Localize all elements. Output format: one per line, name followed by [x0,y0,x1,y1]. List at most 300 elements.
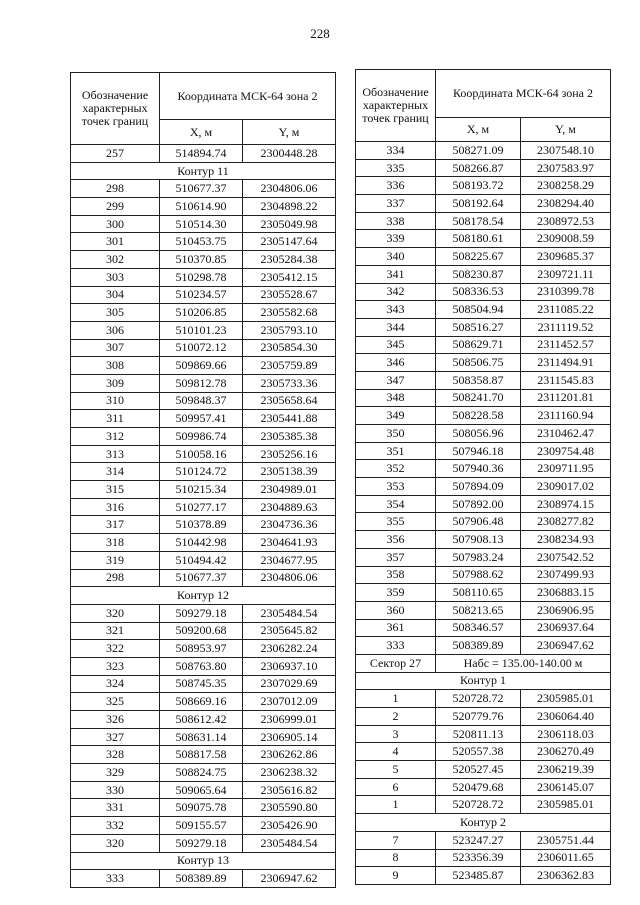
point-cell: 318 [71,534,160,552]
y-cell: 2305147.64 [243,233,336,251]
header-coordinate-label: Координата МСК-64 зона 2 [160,73,336,120]
y-cell: 2306145.07 [521,778,611,796]
table-row [71,463,336,481]
y-cell: 2306362.83 [521,867,611,885]
table-row [71,746,336,764]
y-cell: 2305284.38 [243,251,336,269]
y-cell: 2307542.52 [521,548,611,566]
y-cell: 2300448.28 [243,145,336,163]
y-cell: 2305658.64 [243,392,336,410]
point-cell: 326 [71,711,160,729]
table-row [71,321,336,339]
x-cell: 520557.38 [436,743,521,761]
x-cell: 509957.41 [160,410,243,428]
point-cell: 5 [356,761,436,779]
table-row [356,778,611,796]
point-cell: 298 [71,180,160,198]
y-cell: 2305733.36 [243,374,336,392]
y-cell: 2306270.49 [521,743,611,761]
x-cell: 508180.61 [436,230,521,248]
table-row [71,392,336,410]
y-cell: 2311545.83 [521,371,611,389]
contour-heading: Контур 11 [71,162,336,180]
table-row [356,495,611,513]
point-cell: 315 [71,481,160,499]
y-cell: 2305793.10 [243,321,336,339]
point-cell: 323 [71,657,160,675]
y-cell: 2310399.78 [521,283,611,301]
point-cell: 353 [356,478,436,496]
table-row [356,531,611,549]
x-cell: 510215.34 [160,481,243,499]
header-y-label: Y, м [243,120,336,145]
y-cell: 2308294.40 [521,195,611,213]
y-cell: 2304898.22 [243,198,336,216]
point-cell: 352 [356,460,436,478]
table-row [71,286,336,304]
table-row [71,516,336,534]
x-cell: 508230.87 [436,265,521,283]
coordinates-table-left [70,72,336,888]
point-cell: 321 [71,622,160,640]
table-row [71,498,336,516]
point-cell: 320 [71,834,160,852]
table-row [356,761,611,779]
x-cell: 509065.64 [160,781,243,799]
header-y-label: Y, м [521,118,611,142]
table-row [71,675,336,693]
table-row [71,657,336,675]
table-body-right [356,142,611,885]
y-cell: 2305426.90 [243,817,336,835]
table-row [356,265,611,283]
y-cell: 2309754.48 [521,442,611,460]
y-cell: 2306937.64 [521,619,611,637]
table-row [356,212,611,230]
y-cell: 2304989.01 [243,481,336,499]
x-cell: 508110.65 [436,584,521,602]
x-cell: 520728.72 [436,796,521,814]
contour-heading-row [356,672,611,690]
table-row [356,142,611,160]
point-cell: 301 [71,233,160,251]
y-cell: 2307012.09 [243,693,336,711]
x-cell: 508056.96 [436,425,521,443]
table-row [71,711,336,729]
x-cell: 508213.65 [436,601,521,619]
table-row [71,145,336,163]
x-cell: 510124.72 [160,463,243,481]
y-cell: 2305484.54 [243,834,336,852]
point-cell: 360 [356,601,436,619]
y-cell: 2305138.39 [243,463,336,481]
y-cell: 2305582.68 [243,304,336,322]
y-cell: 2305590.80 [243,799,336,817]
point-cell: 349 [356,407,436,425]
x-cell: 508241.70 [436,389,521,407]
table-row [71,180,336,198]
x-cell: 508225.67 [436,248,521,266]
table-row [71,622,336,640]
y-cell: 2311160.94 [521,407,611,425]
y-cell: 2308258.29 [521,177,611,195]
y-cell: 2305385.38 [243,428,336,446]
y-cell: 2305759.89 [243,357,336,375]
x-cell: 509075.78 [160,799,243,817]
point-cell: 309 [71,374,160,392]
y-cell: 2305484.54 [243,604,336,622]
x-cell: 508389.89 [160,870,243,888]
point-cell: 336 [356,177,436,195]
point-cell: 257 [71,145,160,163]
y-cell: 2306883.15 [521,584,611,602]
table-row [356,566,611,584]
point-cell: 330 [71,781,160,799]
table-row [71,357,336,375]
table-row [71,569,336,587]
table-row [71,781,336,799]
y-cell: 2304806.06 [243,569,336,587]
table-row [356,195,611,213]
point-cell: 351 [356,442,436,460]
point-cell: 333 [356,637,436,655]
y-cell: 2305985.01 [521,690,611,708]
table-row [71,764,336,782]
point-cell: 1 [356,796,436,814]
x-cell: 520779.76 [436,708,521,726]
x-cell: 508763.80 [160,657,243,675]
point-cell: 305 [71,304,160,322]
table-row [356,248,611,266]
x-cell: 509848.37 [160,392,243,410]
x-cell: 509200.68 [160,622,243,640]
x-cell: 510277.17 [160,498,243,516]
point-cell: 333 [71,870,160,888]
table-row [71,215,336,233]
table-row [356,849,611,867]
point-cell: 341 [356,265,436,283]
point-cell: 356 [356,531,436,549]
y-cell: 2309685.37 [521,248,611,266]
table-row [356,725,611,743]
x-cell: 508228.58 [436,407,521,425]
x-cell: 507906.48 [436,513,521,531]
point-cell: 3 [356,725,436,743]
table-row [71,428,336,446]
y-cell: 2304806.06 [243,180,336,198]
x-cell: 507946.18 [436,442,521,460]
point-cell: 324 [71,675,160,693]
table-row [71,198,336,216]
point-cell: 327 [71,728,160,746]
table-row [356,708,611,726]
x-cell: 508346.57 [436,619,521,637]
y-cell: 2311452.57 [521,336,611,354]
y-cell: 2308277.82 [521,513,611,531]
header-coordinate-label: Координата МСК-64 зона 2 [436,70,611,118]
x-cell: 507894.09 [436,478,521,496]
y-cell: 2306937.10 [243,657,336,675]
y-cell: 2305049.98 [243,215,336,233]
x-cell: 510677.37 [160,569,243,587]
point-cell: 313 [71,445,160,463]
x-cell: 523356.39 [436,849,521,867]
point-cell: 4 [356,743,436,761]
y-cell: 2305854.30 [243,339,336,357]
table-row [356,159,611,177]
y-cell: 2307548.10 [521,142,611,160]
x-cell: 508358.87 [436,371,521,389]
x-cell: 508745.35 [160,675,243,693]
point-cell: 338 [356,212,436,230]
x-cell: 520527.45 [436,761,521,779]
x-cell: 508506.75 [436,354,521,372]
sector-label: Сектор 27 [356,654,436,672]
x-cell: 508266.87 [436,159,521,177]
point-cell: 340 [356,248,436,266]
y-cell: 2306999.01 [243,711,336,729]
table-row [356,478,611,496]
point-cell: 357 [356,548,436,566]
table-body-left [71,145,336,888]
y-cell: 2305751.44 [521,831,611,849]
x-cell: 508193.72 [436,177,521,195]
x-cell: 509155.57 [160,817,243,835]
point-cell: 310 [71,392,160,410]
table-row [356,230,611,248]
contour-heading-row [71,587,336,605]
y-cell: 2309008.59 [521,230,611,248]
point-cell: 8 [356,849,436,867]
point-cell: 354 [356,495,436,513]
x-cell: 523485.87 [436,867,521,885]
x-cell: 508817.58 [160,746,243,764]
point-cell: 1 [356,690,436,708]
x-cell: 508629.71 [436,336,521,354]
table-row [71,817,336,835]
x-cell: 508192.64 [436,195,521,213]
point-cell: 314 [71,463,160,481]
point-cell: 304 [71,286,160,304]
x-cell: 510378.89 [160,516,243,534]
table-row [71,693,336,711]
x-cell: 510494.42 [160,551,243,569]
x-cell: 510514.30 [160,215,243,233]
table-row [356,513,611,531]
point-cell: 311 [71,410,160,428]
point-cell: 343 [356,301,436,319]
header-x-label: X, м [436,118,521,142]
y-cell: 2311119.52 [521,318,611,336]
table-row [71,445,336,463]
point-cell: 307 [71,339,160,357]
table-row [71,799,336,817]
header-point-label: Обозначение характерных точек границ [356,70,436,142]
header-point-label: Обозначение характерных точек границ [71,73,160,145]
x-cell: 507988.62 [436,566,521,584]
y-cell: 2306282.24 [243,640,336,658]
point-cell: 303 [71,268,160,286]
table-row [71,870,336,888]
point-cell: 348 [356,389,436,407]
table-row [356,407,611,425]
x-cell: 510072.12 [160,339,243,357]
y-cell: 2311085.22 [521,301,611,319]
x-cell: 510453.75 [160,233,243,251]
x-cell: 507983.24 [436,548,521,566]
point-cell: 320 [71,604,160,622]
y-cell: 2304677.95 [243,551,336,569]
point-cell: 298 [71,569,160,587]
table-row [71,233,336,251]
table-row [71,268,336,286]
point-cell: 361 [356,619,436,637]
table-row [71,251,336,269]
point-cell: 334 [356,142,436,160]
x-cell: 508669.16 [160,693,243,711]
point-cell: 7 [356,831,436,849]
x-cell: 508631.14 [160,728,243,746]
x-cell: 510442.98 [160,534,243,552]
x-cell: 508612.42 [160,711,243,729]
table-row [71,410,336,428]
table-row [356,584,611,602]
point-cell: 355 [356,513,436,531]
y-cell: 2309711.95 [521,460,611,478]
y-cell: 2304736.36 [243,516,336,534]
y-cell: 2306906.95 [521,601,611,619]
y-cell: 2305528.67 [243,286,336,304]
table-row [356,796,611,814]
table-row [356,743,611,761]
x-cell: 507940.36 [436,460,521,478]
x-cell: 520811.13 [436,725,521,743]
point-cell: 322 [71,640,160,658]
y-cell: 2306905.14 [243,728,336,746]
x-cell: 507892.00 [436,495,521,513]
point-cell: 337 [356,195,436,213]
table-row [71,374,336,392]
point-cell: 359 [356,584,436,602]
contour-heading-row [71,852,336,870]
point-cell: 299 [71,198,160,216]
x-cell: 508178.54 [436,212,521,230]
x-cell: 509986.74 [160,428,243,446]
y-cell: 2306947.62 [243,870,336,888]
point-cell: 306 [71,321,160,339]
contour-heading-row [71,162,336,180]
point-cell: 9 [356,867,436,885]
table-row [356,318,611,336]
x-cell: 510058.16 [160,445,243,463]
y-cell: 2305985.01 [521,796,611,814]
table-row [71,534,336,552]
table-row [356,336,611,354]
point-cell: 331 [71,799,160,817]
y-cell: 2307499.93 [521,566,611,584]
sector-row [356,654,611,672]
point-cell: 300 [71,215,160,233]
page-number: 228 [310,26,330,41]
point-cell: 346 [356,354,436,372]
table-row [356,425,611,443]
table-row [71,640,336,658]
y-cell: 2309017.02 [521,478,611,496]
x-cell: 523247.27 [436,831,521,849]
table-row [71,551,336,569]
point-cell: 317 [71,516,160,534]
y-cell: 2307029.69 [243,675,336,693]
y-cell: 2308972.53 [521,212,611,230]
x-cell: 510298.78 [160,268,243,286]
table-row [356,301,611,319]
point-cell: 312 [71,428,160,446]
point-cell: 329 [71,764,160,782]
table-row [356,867,611,885]
y-cell: 2306118.03 [521,725,611,743]
x-cell: 510206.85 [160,304,243,322]
table-row [356,831,611,849]
x-cell: 508824.75 [160,764,243,782]
y-cell: 2305256.16 [243,445,336,463]
x-cell: 508516.27 [436,318,521,336]
x-cell: 508504.94 [436,301,521,319]
table-row [71,728,336,746]
x-cell: 520479.68 [436,778,521,796]
x-cell: 514894.74 [160,145,243,163]
x-cell: 509279.18 [160,834,243,852]
x-cell: 510234.57 [160,286,243,304]
header-x-label: X, м [160,120,243,145]
y-cell: 2306262.86 [243,746,336,764]
contour-heading: Контур 1 [356,672,611,690]
point-cell: 302 [71,251,160,269]
table-row [71,834,336,852]
table-row [356,637,611,655]
table-row [356,371,611,389]
y-cell: 2306947.62 [521,637,611,655]
point-cell: 344 [356,318,436,336]
x-cell: 508953.97 [160,640,243,658]
y-cell: 2306011.65 [521,849,611,867]
x-cell: 509812.78 [160,374,243,392]
point-cell: 345 [356,336,436,354]
contour-heading: Контур 2 [356,814,611,832]
coordinates-table-right [355,69,611,885]
x-cell: 508336.53 [436,283,521,301]
point-cell: 339 [356,230,436,248]
y-cell: 2305441.88 [243,410,336,428]
x-cell: 510370.85 [160,251,243,269]
table-row [356,389,611,407]
table-row [356,442,611,460]
y-cell: 2310462.47 [521,425,611,443]
point-cell: 335 [356,159,436,177]
point-cell: 350 [356,425,436,443]
y-cell: 2311201.81 [521,389,611,407]
point-cell: 342 [356,283,436,301]
x-cell: 510677.37 [160,180,243,198]
table-row [71,304,336,322]
point-cell: 316 [71,498,160,516]
table-row [71,339,336,357]
point-cell: 6 [356,778,436,796]
contour-heading: Контур 13 [71,852,336,870]
table-row [356,460,611,478]
x-cell: 508271.09 [436,142,521,160]
table-row [356,548,611,566]
x-cell: 509279.18 [160,604,243,622]
